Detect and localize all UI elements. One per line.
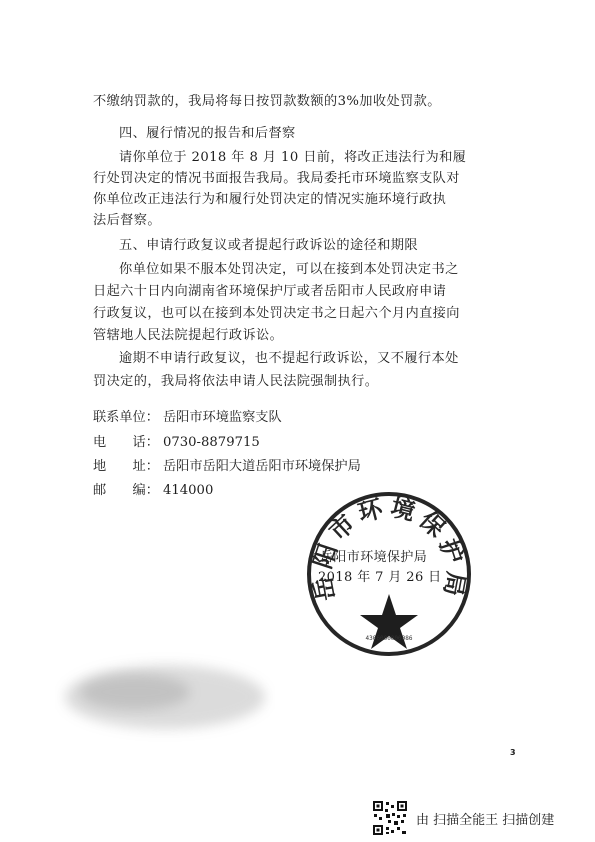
contact-address-value: 岳阳市岳阳大道岳阳市环境保护局 — [163, 459, 361, 474]
body-line: 请你单位于 2018 年 8 月 10 日前，将改正违法行为和履 — [119, 150, 467, 165]
contact-postcode-row — [93, 481, 213, 501]
contact-unit-row — [93, 408, 282, 428]
scanner-watermark — [372, 798, 554, 838]
body-line: 行处罚决定的情况书面报告我局。我局委托市环境监察支队对 — [93, 171, 460, 186]
contact-phone-label: 电 话： — [93, 435, 159, 450]
body-line: 逾期不申请行政复议，也不提起行政诉讼，又不履行本处 — [119, 351, 459, 366]
body-line: 法后督察。 — [93, 213, 161, 228]
seal-serial: 4306000000086 — [365, 635, 413, 642]
body-line: 管辖地人民法院提起行政诉讼。 — [93, 328, 284, 343]
official-seal-stamp — [304, 489, 474, 659]
contact-address-row — [93, 457, 361, 477]
seal-text: 岳阳市环境保护局 — [306, 492, 472, 604]
body-line: 你单位如果不服本处罚决定，可以在接到本处罚决定书之 — [119, 262, 459, 277]
signature-date: 2018 年 7 月 26 日 — [318, 570, 442, 585]
contact-unit-label: 联系单位： — [93, 410, 159, 425]
signature-office: 岳阳市环境保护局 — [320, 550, 428, 565]
contact-phone-value: 0730-8879715 — [163, 435, 260, 450]
qr-code-icon — [372, 800, 408, 836]
body-line: 行政复议，也可以在接到本处罚决定书之日起六个月内直接向 — [93, 306, 460, 321]
contact-unit-value: 岳阳市环境监察支队 — [163, 410, 282, 425]
svg-text:岳阳市环境保护局 — [307, 492, 472, 603]
contact-phone-row — [93, 433, 260, 453]
body-line: 罚决定的，我局将依法申请人民法院强制执行。 — [93, 374, 379, 389]
contact-postcode-value: 414000 — [163, 483, 214, 498]
scanner-text: 由 扫描全能王 扫描创建 — [416, 812, 555, 828]
section-heading: 五、申请行政复议或者提起行政诉讼的途径和期限 — [119, 238, 418, 253]
body-line: 你单位改正违法行为和履行处罚决定的情况实施环境行政执 — [93, 192, 447, 207]
scan-smudge — [55, 652, 275, 742]
contact-postcode-label: 邮 编： — [93, 483, 159, 498]
page-number: 3 — [510, 748, 516, 757]
section-heading: 四、履行情况的报告和后督察 — [119, 126, 296, 141]
body-line: 不缴纳罚款的，我局将每日按罚款数额的3%加收处罚款。 — [93, 94, 441, 109]
body-line: 日起六十日内向湖南省环境保护厅或者岳阳市人民政府申请 — [93, 284, 447, 299]
contact-address-label: 地 址： — [93, 459, 159, 474]
